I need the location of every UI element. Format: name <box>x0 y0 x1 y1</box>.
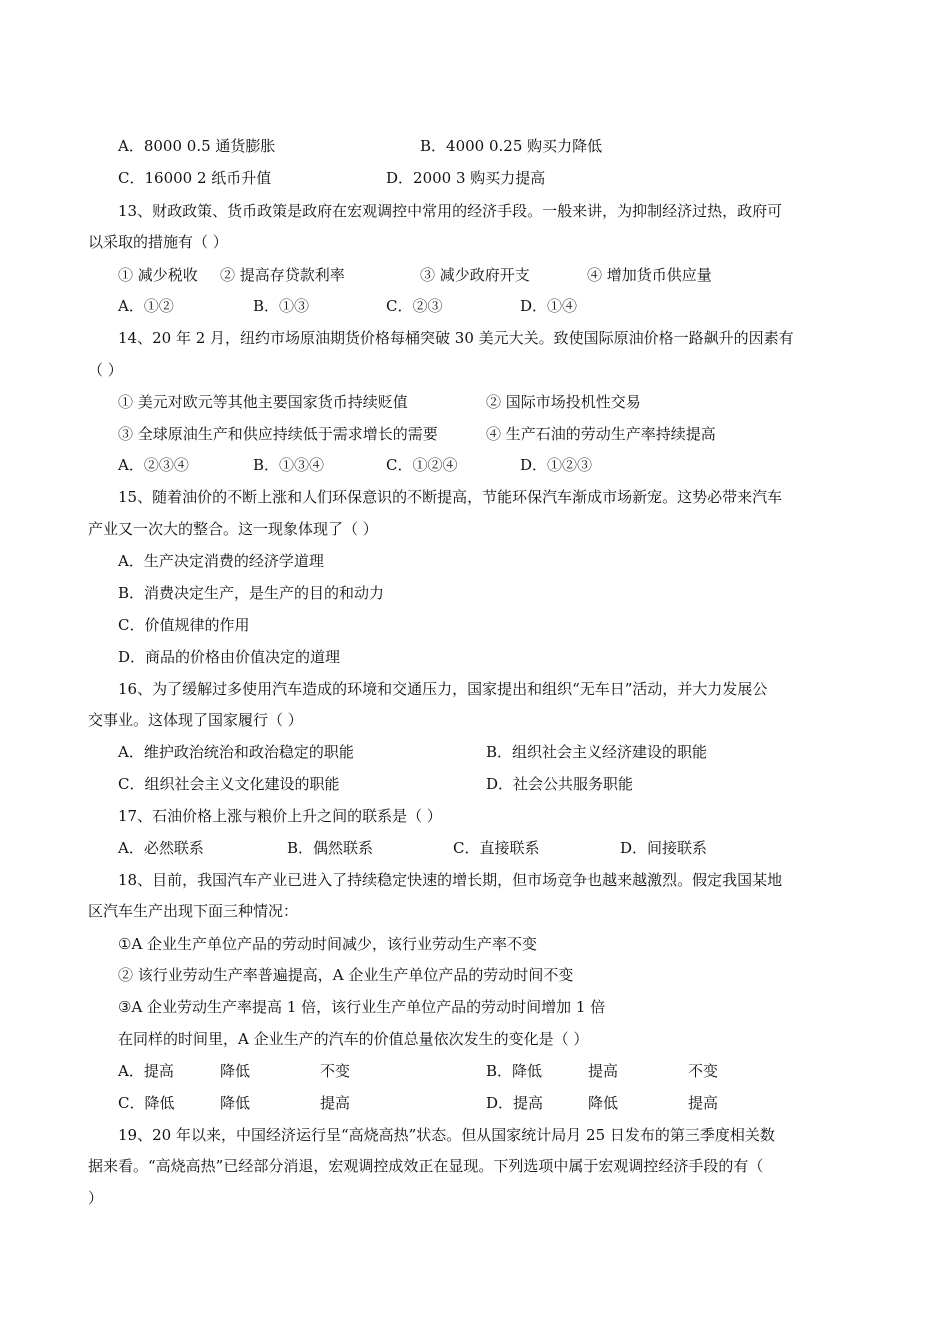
q13-option-c: C．②③ <box>386 297 443 315</box>
q13-stem-line-1: 13、财政政策、货币政策是政府在宏观调控中常用的经济手段。一般来讲，为抑制经济过热，政府可 <box>118 202 783 220</box>
q13-option-d: D．①④ <box>520 297 578 315</box>
q16-stem-line-1: 16、为了缓解过多使用汽车造成的环境和交通压力，国家提出和组织“无车日”活动，并大力发展公 <box>118 680 768 698</box>
q13-item-4: ④ 增加货币供应量 <box>587 266 712 284</box>
q13-item-2: ② 提高存贷款利率 <box>220 266 345 284</box>
q18-option-d-3: 提高 <box>688 1094 719 1112</box>
q19-stem-line-3: ） <box>88 1189 104 1207</box>
q16-option-a: A．维护政治统治和政治稳定的职能 <box>118 743 354 761</box>
q15-stem-line-2: 产业又一次大的整合。这一现象体现了（ ） <box>88 520 378 538</box>
q13-stem-line-2: 以采取的措施有（ ） <box>88 233 228 251</box>
q18-case-3: ③A 企业劳动生产率提高 1 倍，该行业生产单位产品的劳动时间增加 1 倍 <box>118 998 606 1016</box>
q13-items-row <box>0 264 950 286</box>
q15-stem-line-1: 15、随着油价的不断上涨和人们环保意识的不断提高，节能环保汽车渐成市场新宠。这势必带来汽车 <box>118 488 783 506</box>
q18-option-b-1: B．降低 <box>486 1062 543 1080</box>
q18-options-row-1 <box>0 1060 950 1082</box>
q17-options-row <box>0 837 950 859</box>
q17-option-d: D．间接联系 <box>620 839 708 857</box>
q19-stem-line-2: 据来看。“高烧高热”已经部分消退，宏观调控成效正在显现。下列选项中属于宏观调控经济手段的有（ <box>88 1157 764 1175</box>
q17-stem: 17、石油价格上涨与粮价上升之间的联系是（ ） <box>118 807 442 825</box>
q16-option-d: D．社会公共服务职能 <box>486 775 634 793</box>
q18-option-a-1: A．提高 <box>118 1062 174 1080</box>
q13-option-a: A．①② <box>118 297 174 315</box>
q16-option-b: B．组织社会主义经济建设的职能 <box>486 743 708 761</box>
q14-option-d: D．①②③ <box>520 456 593 474</box>
q14-item-3: ③ 全球原油生产和供应持续低于需求增长的需要 <box>118 425 438 443</box>
q17-option-b: B．偶然联系 <box>287 839 374 857</box>
q14-item-4: ④ 生产石油的劳动生产率持续提高 <box>486 425 716 443</box>
q18-option-b-3: 不变 <box>688 1062 719 1080</box>
q12-option-c: C．16000 2 纸币升值 <box>118 169 272 187</box>
q14-option-c: C．①②④ <box>386 456 458 474</box>
q18-option-d-2: 降低 <box>588 1094 619 1112</box>
q18-option-a-2: 降低 <box>220 1062 251 1080</box>
q12-options-row-2 <box>0 167 950 189</box>
q18-stem-line-1: 18、目前，我国汽车产业已进入了持续稳定快速的增长期，但市场竞争也越来越激烈。假定我国某地 <box>118 871 783 889</box>
q16-option-c: C．组织社会主义文化建设的职能 <box>118 775 340 793</box>
q13-option-b: B．①③ <box>253 297 310 315</box>
q12-option-d: D．2000 3 购买力提高 <box>386 169 546 187</box>
q14-item-1: ① 美元对欧元等其他主要国家货币持续贬值 <box>118 393 408 411</box>
q13-item-1: ① 减少税收 <box>118 266 198 284</box>
q15-option-b: B．消费决定生产，是生产的目的和动力 <box>118 584 385 602</box>
q18-case-2: ② 该行业劳动生产率普遍提高，A 企业生产单位产品的劳动时间不变 <box>118 966 574 984</box>
q12-options-row-1 <box>0 135 950 157</box>
q18-question: 在同样的时间里，A 企业生产的汽车的价值总量依次发生的变化是（ ） <box>118 1030 589 1048</box>
q18-option-b-2: 提高 <box>588 1062 619 1080</box>
q18-options-row-2 <box>0 1092 950 1114</box>
q16-stem-line-2: 交事业。这体现了国家履行（ ） <box>88 711 303 729</box>
q13-item-3: ③ 减少政府开支 <box>420 266 530 284</box>
q15-option-d: D．商品的价格由价值决定的道理 <box>118 648 341 666</box>
q16-options-row-2 <box>0 773 950 795</box>
q14-options-row <box>0 454 950 476</box>
q18-stem-line-2: 区汽车生产出现下面三种情况： <box>88 902 299 920</box>
q16-options-row-1 <box>0 741 950 763</box>
q13-options-row <box>0 295 950 317</box>
q15-option-c: C．价值规律的作用 <box>118 616 250 634</box>
q18-option-d-1: D．提高 <box>486 1094 544 1112</box>
q18-case-1: ①A 企业生产单位产品的劳动时间减少，该行业劳动生产率不变 <box>118 935 538 953</box>
q14-option-b: B．①③④ <box>253 456 325 474</box>
q14-stem-line-2: （ ） <box>88 361 123 379</box>
q17-option-a: A．必然联系 <box>118 839 204 857</box>
q19-stem-line-1: 19、20 年以来，中国经济运行呈“高烧高热”状态。但从国家统计局月 25 日发布的第三季度相关数 <box>118 1126 775 1144</box>
q18-option-a-3: 不变 <box>320 1062 351 1080</box>
q14-option-a: A．②③④ <box>118 456 189 474</box>
q12-option-a: A．8000 0.5 通货膨胀 <box>118 137 276 155</box>
q14-items-row-2 <box>0 423 950 445</box>
q14-stem-line-1: 14、20 年 2 月，纽约市场原油期货价格每桶突破 30 美元大关。致使国际原油价格一路飙升的因素有 <box>118 329 794 347</box>
q18-option-c-2: 降低 <box>220 1094 251 1112</box>
q17-option-c: C．直接联系 <box>453 839 540 857</box>
q12-option-b: B．4000 0.25 购买力降低 <box>420 137 603 155</box>
q18-option-c-3: 提高 <box>320 1094 351 1112</box>
q18-option-c-1: C．降低 <box>118 1094 175 1112</box>
q15-option-a: A．生产决定消费的经济学道理 <box>118 552 324 570</box>
q14-items-row-1 <box>0 391 950 413</box>
q14-item-2: ② 国际市场投机性交易 <box>486 393 641 411</box>
